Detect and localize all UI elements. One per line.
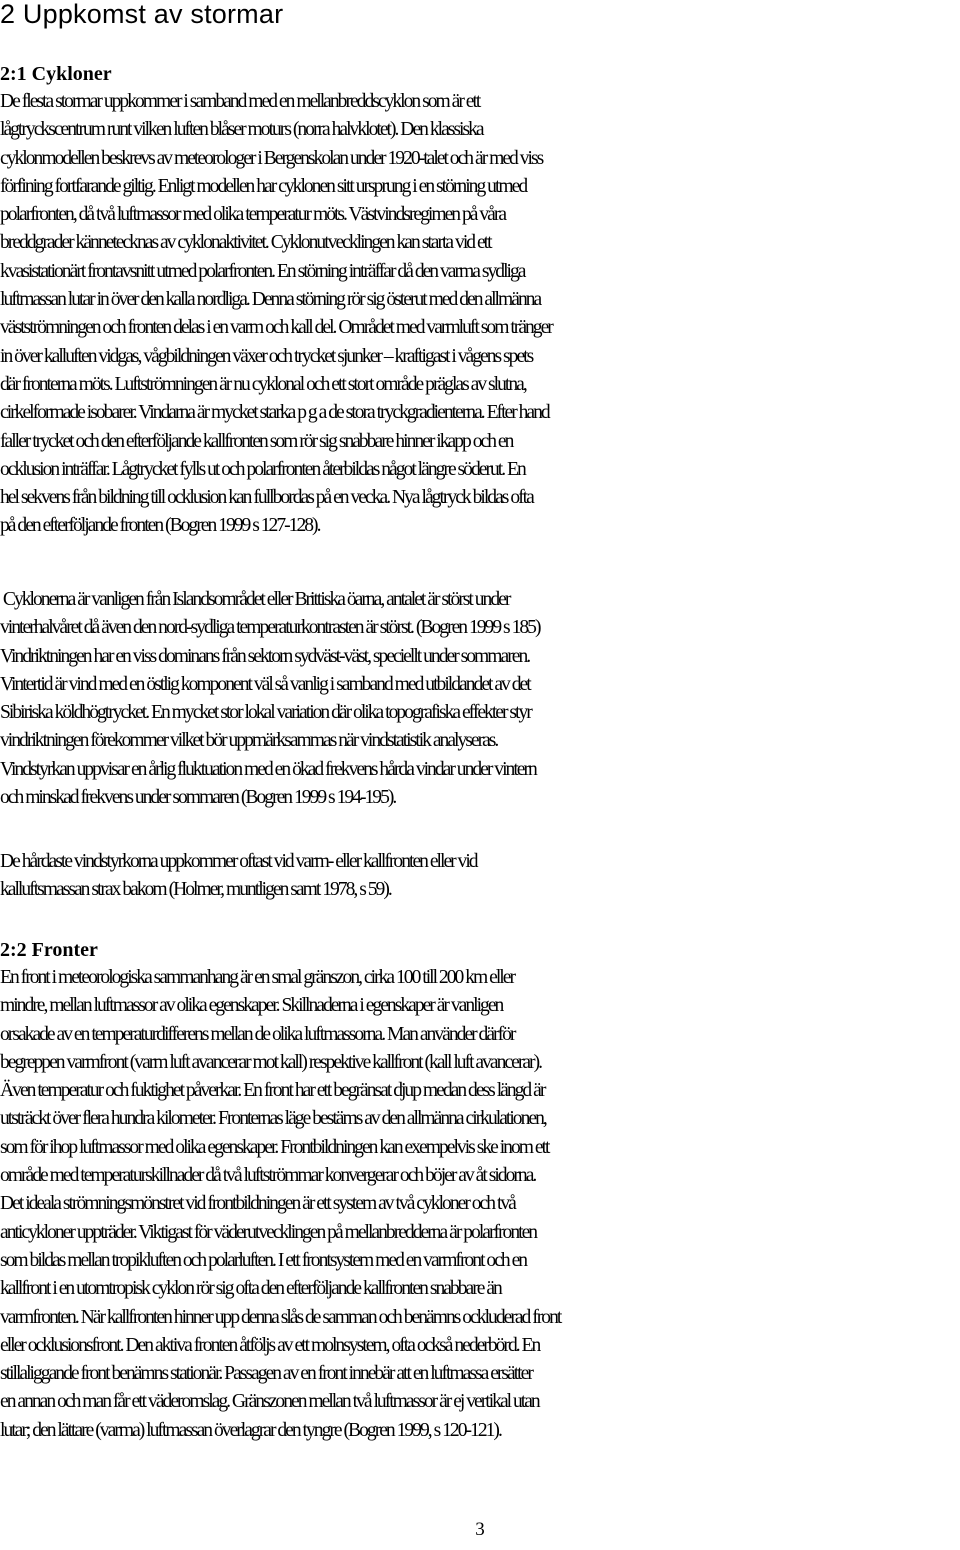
paragraph-cykloner-3 [0,848,960,905]
text-line: lågtryckscentrum runt vilken luften blåser moturs (norra halvklotet). Den klassiska [0,119,483,141]
section-heading-cykloner: 2:1 Cykloner [0,63,112,85]
text-line: och minskad frekvens under sommaren (Bogren 1999 s 194-195). [0,787,396,809]
text-line: vinterhalvåret då även den nord-sydliga temperaturkontrasten är störst. (Bogren 1999 s 185) [0,617,540,639]
text-line: in över kalluften vidgas, vågbildningen växer och trycket sjunker – kraftigast i vågens spets [0,345,533,367]
page-number: 3 [475,1519,485,1540]
paragraph-cykloner-1 [0,88,960,541]
text-line: De hårdaste vindstyrkorna uppkommer oftast vid varm- eller kallfronten eller vid [0,851,477,872]
text-line: på den efterföljande fronten (Bogren 1999 s 127-128). [0,515,320,537]
section-heading-fronter: 2:2 Fronter [0,939,98,961]
text-line: varmfronten. När kallfronten hinner upp denna slås de samman och benämns ockluderad front [0,1306,561,1328]
text-line: lutar; den lättare (varma) luftmassan överlagrar den tyngre (Bogren 1999, s 120-121). [0,1419,501,1441]
text-line: eller ocklusionsfront. Den aktiva fronten åtföljs av ett molnsystem, ofta också nederbörd. En [0,1334,540,1356]
paragraph-cykloner-2 [0,586,960,812]
text-line: polarfronten, då två luftmassor med olika temperatur möts. Västvindsregimen på våra [0,204,506,226]
text-line: kvasistationärt frontavsnitt utmed polarfronten. En störning inträffar då den varma sydliga [0,260,525,282]
text-line: luftmassan lutar in över den kalla nordliga. Denna störning rör sig österut med den allmänna [0,289,541,311]
chapter-title: 2 Uppkomst av stormar [0,0,284,29]
text-line: västströmningen och fronten delas i en varm och kall del. Området med varmluft som tränger [0,317,552,339]
text-line: Cyklonerna är vanligen från Islandsområdet eller Brittiska öarna, antalet är störst under [0,589,510,610]
text-line: kallfront i en utomtropisk cyklon rör sig ofta den efterföljande kallfronten snabbare än [0,1278,501,1300]
text-line: breddgrader kännetecknas av cyklonaktivitet. Cyklonutvecklingen kan starta vid ett [0,232,491,254]
text-line: kalluftsmassan strax bakom (Holmer, muntligen samt 1978, s 59). [0,879,391,901]
text-line: Sibiriska köldhögtrycket. En mycket stor lokal variation där olika topografiska effekter styr [0,702,531,724]
text-line: som för ihop luftmassor med olika egenskaper. Frontbildningen kan exempelvis ske inom ett [0,1136,549,1158]
text-line: begreppen varmfront (varm luft avancerar mot kall) respektive kallfront (kall luft avancerar). [0,1051,541,1073]
text-line: förfining fortfarande giltig. Enligt modellen har cyklonen sitt ursprung i en störning utmed [0,175,527,197]
text-line: område med temperaturskillnader då två luftströmmar konvergerar och böjer av åt sidorna. [0,1165,536,1187]
text-line: utsträckt över flera hundra kilometer. Fronternas läge bestäms av den allmänna cirkulationen, [0,1108,546,1130]
text-line: stillaliggande front benämns stationär. Passagen av en front innebär att en luftmassa ersätter [0,1363,532,1385]
text-line: faller trycket och den efterföljande kallfronten som rör sig snabbare hinner ikapp och en [0,430,513,452]
text-line: ocklusion inträffar. Lågtrycket fylls ut och polarfronten återbildas något längre söderut. En [0,458,525,480]
text-line: Även temperatur och fuktighet påverkar. En front har ett begränsat djup medan dess längd är [0,1080,545,1102]
paragraph-fronter-1 [0,964,960,1445]
text-line: Vintertid är vind med en östlig komponent väl så vanlig i samband med utbildandet av det [0,673,530,695]
text-line: orsakade av en temperaturdifferens mellan de olika luftmassorna. Man använder därför [0,1023,515,1045]
text-line: cirkelformade isobarer. Vindarna är mycket starka p g a de stora tryckgradienterna. Efter hand [0,402,549,424]
text-line: Vindstyrkan uppvisar en årlig fluktuation med en ökad frekvens hårda vindar under vintern [0,758,536,780]
text-line: En front i meteorologiska sammanhang är en smal gränszon, cirka 100 till 200 km eller [0,967,514,988]
text-line: Det ideala strömningsmönstret vid frontbildningen är ett system av två cykloner och två [0,1193,515,1215]
text-line: vindriktningen förekommer vilket bör uppmärksammas när vindstatistik analyseras. [0,730,498,752]
text-line: De flesta stormar uppkommer i samband med en mellanbreddscyklon som är ett [0,91,480,112]
text-line: anticykloner uppträder. Viktigast för väderutvecklingen på mellanbredderna är polarfronten [0,1221,537,1243]
text-line: mindre, mellan luftmassor av olika egenskaper. Skillnaderna i egenskaper är vanligen [0,995,503,1017]
text-line: Vindriktningen har en viss dominans från sektorn sydväst-väst, speciellt under sommaren. [0,645,530,667]
text-line: en annan och man får ett väderomslag. Gränszonen mellan två luftmassor är ej vertikal utan [0,1391,539,1413]
text-line: hel sekvens från bildning till ocklusion kan fullbordas på en vecka. Nya lågtryck bildas ofta [0,487,533,509]
text-line: som bildas mellan tropikluften och polarluften. I ett frontsystem med en varmfront och en [0,1249,527,1271]
text-line: cyklonmodellen beskrevs av meteorologer i Bergenskolan under 1920-talet och är med viss [0,147,543,169]
text-line: där fronterna möts. Luftströmningen är nu cyklonal och ett stort område präglas av slutna, [0,373,526,395]
